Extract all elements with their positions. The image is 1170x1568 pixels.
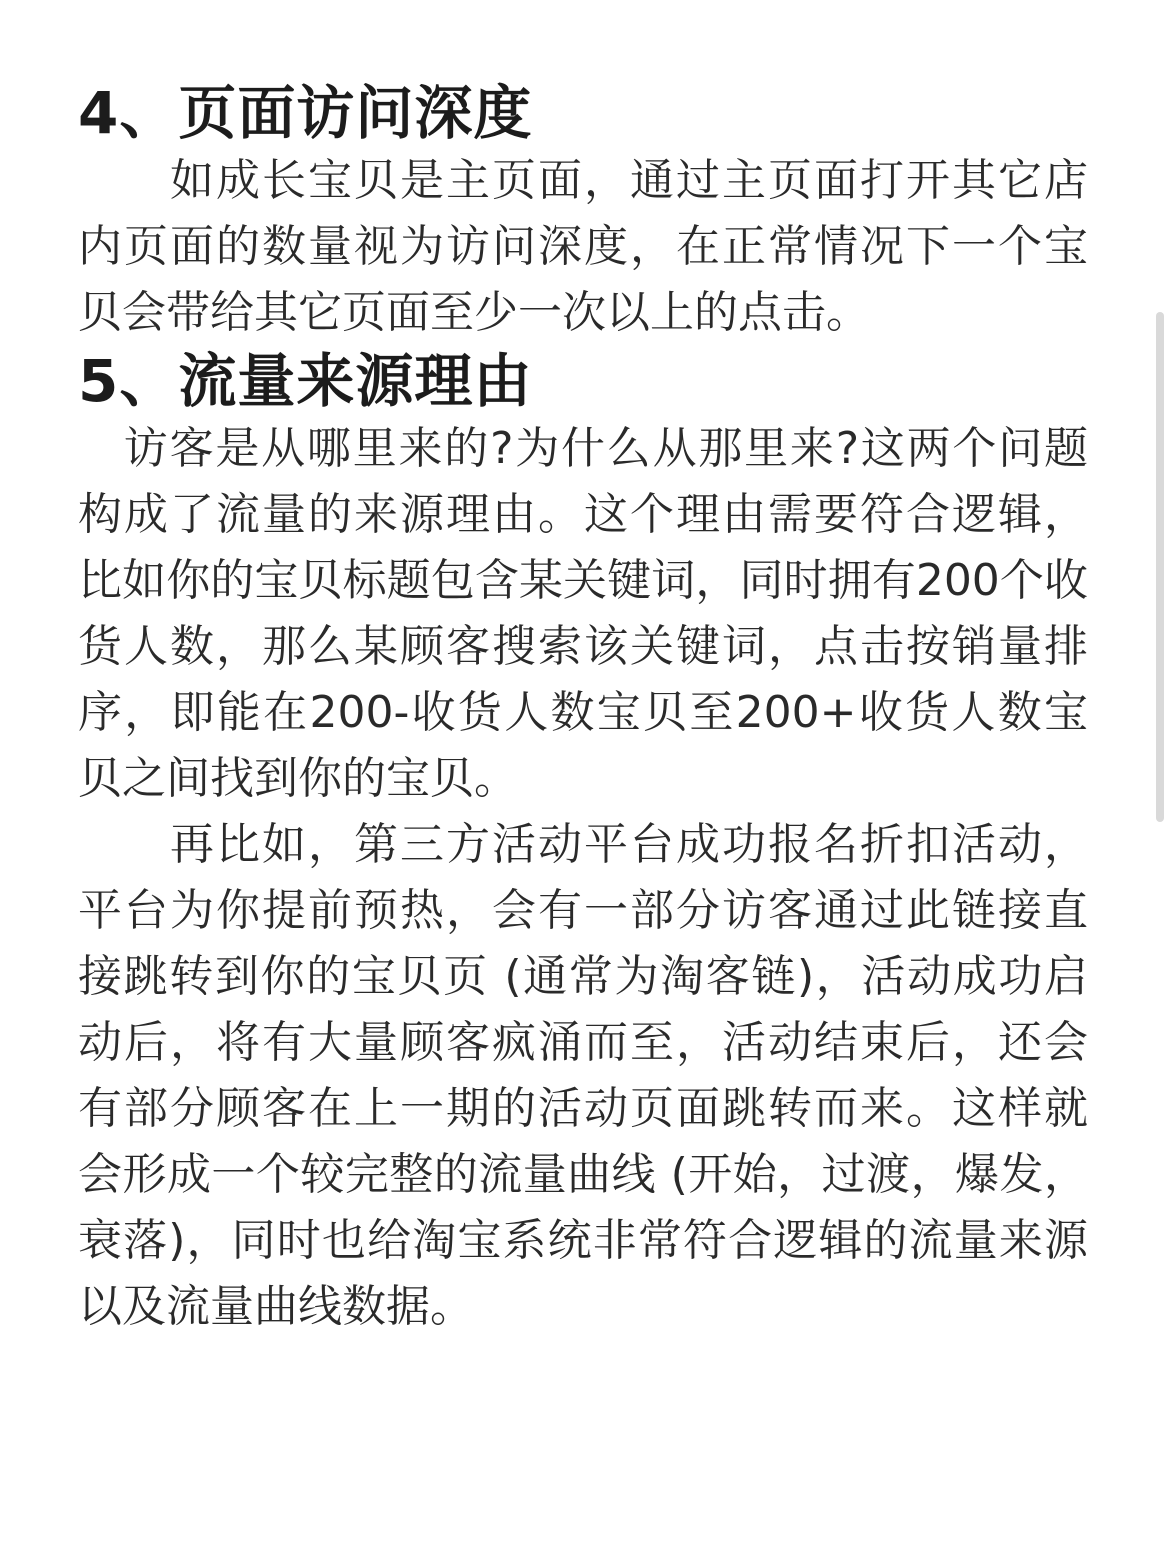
section-paragraph: 如成长宝贝是主页面，通过主页面打开其它店内页面的数量视为访问深度，在正常情况下一个宝贝会带给其它页面至少一次以上的点击。 <box>78 155 1088 338</box>
section-title: 5、流量来源理由 <box>78 347 533 415</box>
scrollbar[interactable] <box>1156 312 1164 822</box>
section-title: 4、页面访问深度 <box>78 79 533 147</box>
section-paragraph: 访客是从哪里来的?为什么从那里来?这两个问题构成了流量的来源理由。这个理由需要符合逻辑，比如你的宝贝标题包含某关键词，同时拥有200个收货人数，那么某顾客搜索该关键词，点击按销量排序，即能在200-收货人数宝贝至200+收货人数宝贝之间找到你的宝贝。 <box>78 423 1088 804</box>
article <box>78 78 1088 1340</box>
section-paragraph: 再比如，第三方活动平台成功报名折扣活动，平台为你提前预热，会有一部分访客通过此链接直接跳转到你的宝贝页 (通常为淘客链)，活动成功启动后，将有大量顾客疯涌而至，活动结束后，还会有部分顾客在上一期的活动页面跳转而来。这样就会形成一个较完整的流量曲线 (开始，过渡，爆发，衰落)，同时也给淘宝系统非常符合逻辑的流量来源以及流量曲线数据。 <box>78 819 1088 1332</box>
